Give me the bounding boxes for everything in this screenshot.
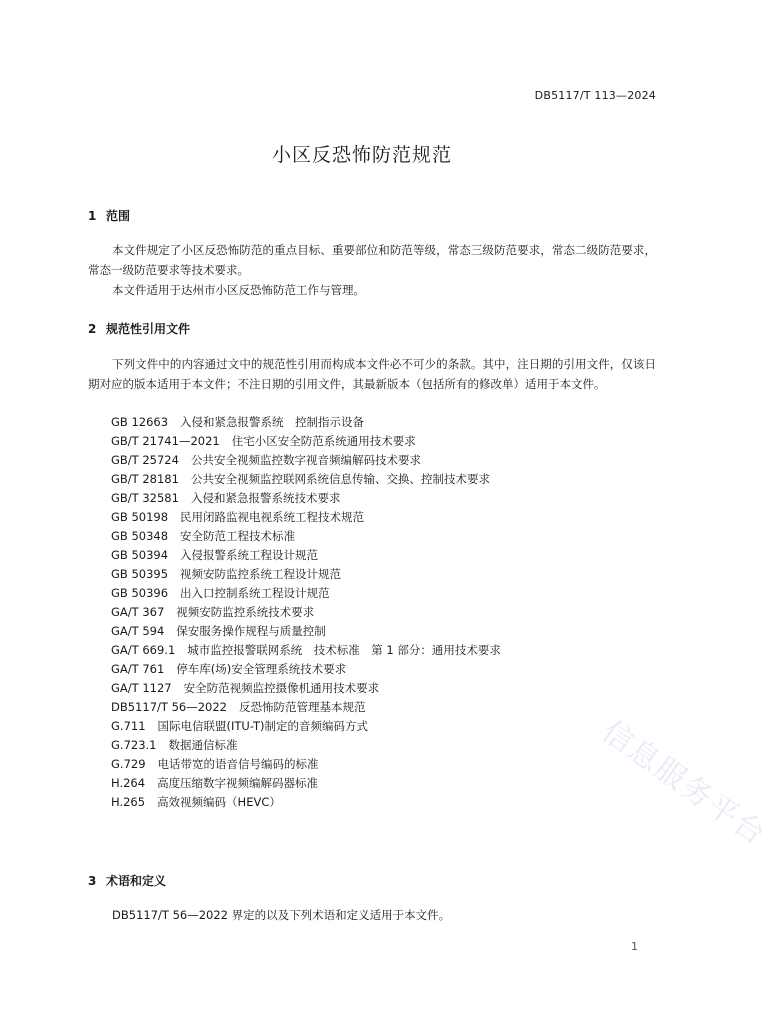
reference-code: GA/T 1127	[111, 681, 172, 695]
reference-title: 国际电信联盟(ITU-T)制定的音频编码方式	[157, 719, 368, 733]
section-2-heading	[88, 320, 190, 337]
reference-title: 停车库(场)安全管理系统技术要求	[176, 662, 347, 676]
reference-code: G.723.1	[111, 738, 157, 752]
section-number: 2	[88, 322, 97, 336]
reference-title: 视频安防监控系统工程设计规范	[180, 567, 342, 581]
reference-title: 保安服务操作规程与质量控制	[176, 624, 326, 638]
reference-title: 民用闭路监视电视系统工程技术规范	[180, 510, 365, 524]
reference-title: 视频安防监控系统技术要求	[176, 605, 315, 619]
reference-title: 城市监控报警联网系统 技术标准 第 1 部分：通用技术要求	[187, 643, 501, 657]
reference-code: GB/T 32581	[111, 491, 179, 505]
list-item	[111, 679, 501, 698]
document-code: DB5117/T 113—2024	[534, 89, 656, 102]
reference-title: 高度压缩数字视频编解码器标准	[157, 776, 319, 790]
reference-title: 反恐怖防范管理基本规范	[238, 700, 366, 714]
reference-title: 入侵和紧急报警系统技术要求	[190, 491, 341, 505]
reference-code: GA/T 367	[111, 605, 165, 619]
list-item	[111, 603, 501, 622]
reference-code: H.265	[111, 795, 146, 809]
reference-title: 入侵报警系统工程设计规范	[180, 548, 319, 562]
list-item	[111, 736, 501, 755]
list-item	[111, 660, 501, 679]
list-item	[111, 508, 501, 527]
section-2-paragraph-1: 下列文件中的内容通过文中的规范性引用而构成本文件必不可少的条款。其中，注日期的引用文件，仅该日期对应的版本适用于本文件；不注日期的引用文件，其最新版本（包括所有的修改单）适用于本文件。	[88, 357, 656, 391]
reference-code: GB/T 21741—2021	[111, 434, 220, 448]
section-number: 3	[88, 874, 97, 888]
reference-title: 电话带宽的语音信号编码的标准	[157, 757, 319, 771]
page-number: 1	[631, 940, 638, 953]
list-item	[111, 641, 501, 660]
list-item	[111, 717, 501, 736]
reference-title: 出入口控制系统工程设计规范	[180, 586, 330, 600]
reference-title: 公共安全视频监控数字视音频编解码技术要求	[190, 453, 421, 467]
reference-title: 安全防范视频监控摄像机通用技术要求	[183, 681, 380, 695]
list-item	[111, 432, 501, 451]
list-item	[111, 622, 501, 641]
reference-code: GB 50394	[111, 548, 169, 562]
reference-code: GB/T 25724	[111, 453, 179, 467]
section-3-heading	[88, 872, 166, 889]
reference-title: 高效视频编码（HEVC）	[157, 795, 281, 809]
list-item	[111, 546, 501, 565]
reference-code: GA/T 761	[111, 662, 165, 676]
list-item	[111, 470, 501, 489]
list-item	[111, 698, 501, 717]
reference-title: 数据通信标准	[168, 738, 238, 752]
list-item	[111, 774, 501, 793]
reference-code: GB 50395	[111, 567, 169, 581]
list-item	[111, 413, 501, 432]
section-number: 1	[88, 209, 97, 223]
reference-code: GA/T 594	[111, 624, 165, 638]
reference-code: GB 50348	[111, 529, 169, 543]
reference-code: GB 50198	[111, 510, 169, 524]
reference-code: GB 50396	[111, 586, 169, 600]
reference-code: G.711	[111, 719, 146, 733]
document-title: 小区反恐怖防范规范	[271, 144, 452, 166]
normative-references-list	[111, 413, 501, 812]
reference-title: 安全防范工程技术标准	[180, 529, 296, 543]
list-item	[111, 565, 501, 584]
reference-code: GB 12663	[111, 415, 169, 429]
list-item	[111, 793, 501, 812]
reference-title: 入侵和紧急报警系统 控制指示设备	[180, 415, 365, 429]
reference-title: 住宅小区安全防范系统通用技术要求	[231, 434, 416, 448]
reference-code: GA/T 669.1	[111, 643, 176, 657]
list-item	[111, 755, 501, 774]
reference-code: GB/T 28181	[111, 472, 179, 486]
list-item	[111, 584, 501, 603]
list-item	[111, 527, 501, 546]
section-title: 范围	[106, 209, 131, 223]
section-3-paragraph-1: DB5117/T 56—2022 界定的以及下列术语和定义适用于本文件。	[112, 908, 451, 922]
reference-code: H.264	[111, 776, 146, 790]
list-item	[111, 489, 501, 508]
section-1-paragraph-1: 本文件规定了小区反恐怖防范的重点目标、重要部位和防范等级，常态三级防范要求，常态二级防范要求，常态一级防范要求等技术要求。	[88, 243, 656, 277]
list-item	[111, 451, 501, 470]
reference-code: DB5117/T 56—2022	[111, 700, 227, 714]
watermark-text: 信息服务平台	[595, 714, 773, 854]
section-title: 术语和定义	[106, 874, 167, 888]
section-title: 规范性引用文件	[106, 322, 191, 336]
reference-code: G.729	[111, 757, 146, 771]
section-1-heading	[88, 207, 130, 224]
reference-title: 公共安全视频监控联网系统信息传输、交换、控制技术要求	[190, 472, 490, 486]
section-1-paragraph-2: 本文件适用于达州市小区反恐怖防范工作与管理。	[112, 283, 365, 297]
